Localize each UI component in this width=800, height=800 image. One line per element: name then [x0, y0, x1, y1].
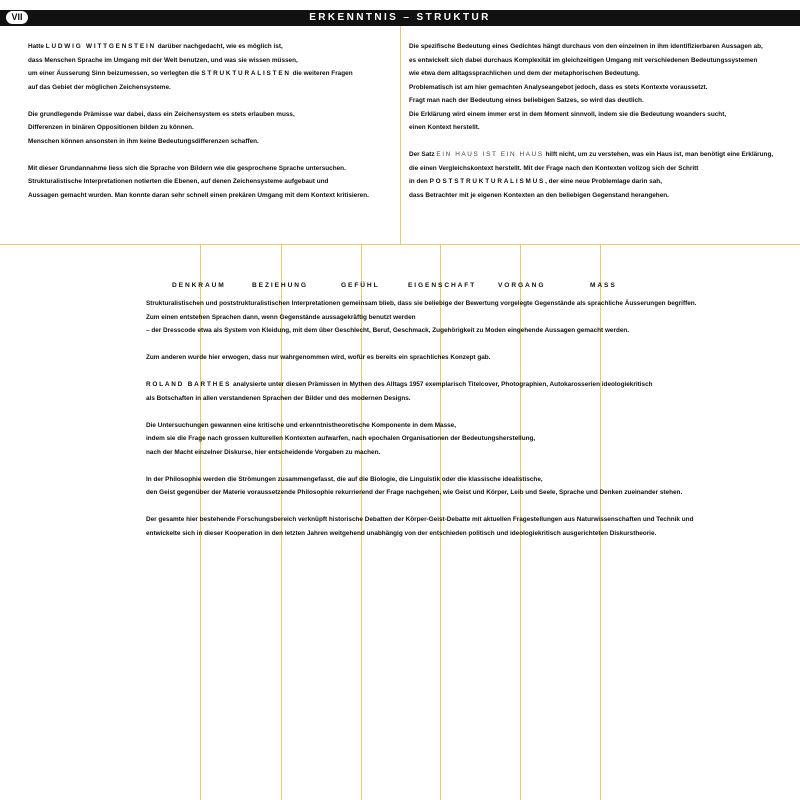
paragraph: ROLAND BARTHES analysierte unter diesen Prämissen in Mythen des Alltags 1957 exemplarisch Titelcover, Photographien, Autokarosserien ideologiekritisch als Botschaften in allen verstandenen Sprachen der Bilder und des modernen Designs. — [146, 381, 653, 402]
paragraph: Hatte LUDWIG WITTGENSTEIN darüber nachgedacht, wie es möglich ist, dass Menschen Sprache im Umgang mit der Welt benutzen, und was sie wissen müssen, um einer Äusserung Sinn beizumessen, so verlegten die STRUKTURALISTEN die weiteren Fragen auf das Gebiet der möglichen Zeichensysteme. — [28, 43, 353, 91]
category-vorgang: VORGANG — [498, 282, 546, 289]
highlight-name: LUDWIG WITTGENSTEIN — [45, 43, 156, 50]
paragraph: In der Philosophie werden die Strömungen zusammengefasst, die auf die Biologie, die Linguistik oder die klassische idealistische, den Geist gegenüber der Materie voraussetzende Philosophie rekurrierend der Frage nachgehen, wie Geist und Körper, Leib und Seele, Sprache und Denken zueinander stehen. — [146, 475, 683, 496]
highlight-term: STRUKTURALISTEN — [201, 70, 291, 77]
highlight-name: ROLAND BARTHES — [146, 381, 232, 388]
paragraph: Strukturalistischen und poststrukturalistischen Interpretationen gemeinsam blieb, dass sie beliebige der Bewertung vorgelegte Gegenstände als sprachliche Äusserungen begriffen. Zum einen entstehen Sprachen dann, wenn Gegenstände aussagekräftig benutzt werden – der Dresscode etwa als System von Kleidung, mit dem über Geschlecht, Beruf, Geschmack, Zugehörigkeit zu Moden eingehende Aussagen gemacht werden. — [146, 300, 697, 334]
paragraph: Der gesamte hier bestehende Forschungsbereich verknüpft historische Debatten der Körper-Geist-Debatte mit aktuellen Fragestellungen aus Naturwissenschaften und Technik und entwickelte sich in dieser Kooperation in den letzten Jahren weitgehend unabhängig von der entschieden politisch und ideologiekritisch ausgerichteten Diskurstheorie. — [146, 516, 694, 537]
category-gefuehl: GEFÜHL — [341, 282, 380, 289]
header-bar — [0, 10, 800, 26]
page-title: ERKENNTNIS – STRUKTUR — [309, 12, 491, 23]
paragraph: Die spezifische Bedeutung eines Gedichtes hängt durchaus von den einzelnen in ihm identifizierbaren Aussagen ab, es entwickelt sich dabei durchaus Komplexität im gleichzeitigen Umgang mit verschiedenen Bedeutungssystemen wie etwa dem alltagssprachlichen und dem der metaphorischen Bedeutung. Problematisch ist am hier gemachten Analyseangebot jedoch, dass es stets Kontexte voraussetzt. Fragt man nach der Bedeutung eines beliebigen Satzes, so wird das deutlich. Die Erklärung wird einem immer erst in dem Moment sinnvoll, indem sie die Bedeutung woanders sucht, einen Kontext herstellt. — [409, 43, 763, 131]
grid-line-center-top — [400, 26, 401, 244]
category-eigenschaft: EIGENSCHAFT — [408, 282, 477, 289]
highlight-term: POSTSTRUKTURALISMUS — [429, 178, 546, 185]
left-text-column — [28, 40, 398, 216]
section-number-badge: VII — [6, 11, 28, 24]
paragraph: Die grundlegende Prämisse war dabei, dass ein Zeichensystem es stets erlauben muss, Differenzen in binären Oppositionen bilden zu können. Menschen können ansonsten in ihm keine Bedeutungsdifferenzen schaffen. — [28, 110, 295, 145]
quote-highlight: EIN HAUS IST EIN HAUS — [436, 151, 544, 158]
paragraph: Zum anderen wurde hier erwogen, dass nur wahrgenommen wird, wofür es bereits ein sprachliches Konzept gab. — [146, 354, 491, 361]
category-mass: MASS — [590, 282, 617, 289]
paragraph: Die Untersuchungen gewannen eine kritische und erkenntnistheoretische Komponente in dem Masse, indem sie die Frage nach grossen kulturellen Kontexten aufwarfen, nach epochalen Organisationen der Bedeutungsherstellung, nach der Macht einzelner Diskurse, hier entscheidende Vorgaben zu machen. — [146, 421, 536, 456]
paragraph: Mit dieser Grundannahme liess sich die Sprache von Bildern wie die gesprochene Sprache untersuchen. Strukturalistische Interpretationen notierten die Ebenen, auf denen Zeichensysteme aufgebaut und Aussagen gemacht wurden. Man konnte daran sehr schnell einen prekären Umgang mit dem Kontext kritisieren. — [28, 164, 369, 199]
category-beziehung: BEZIEHUNG — [252, 282, 308, 289]
category-denkraum: DENKRAUM — [172, 282, 226, 289]
grid-line-horizontal — [0, 244, 800, 245]
right-text-column — [409, 40, 794, 216]
main-text-block — [146, 297, 756, 554]
category-row — [172, 282, 672, 292]
paragraph: Der Satz EIN HAUS IST EIN HAUS hilft nicht, um zu verstehen, was ein Haus ist, man benötigt eine Erklärung, die einen Vergleichskontext herstellt. Mit der Frage nach den Kontexten vollzog sich der Schritt in den POSTSTRUKTURALISMUS, der eine neue Problemlage darin sah, dass Betrachter mit je eigenen Kontexten an den beliebigen Gegenstand herangehen. — [409, 151, 774, 199]
